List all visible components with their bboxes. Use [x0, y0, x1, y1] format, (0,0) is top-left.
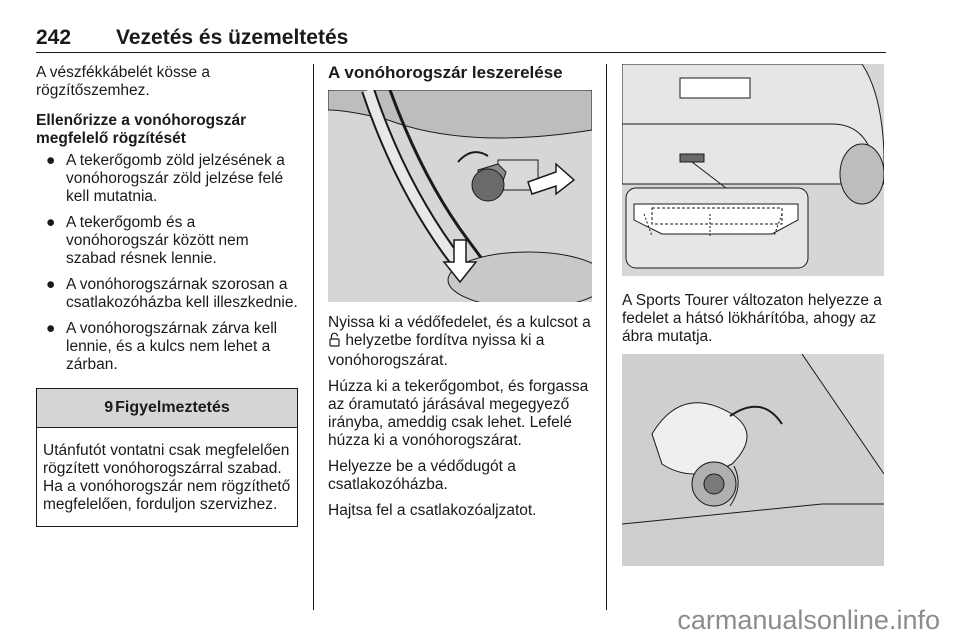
page-number: 242 [36, 26, 72, 49]
list-item: ● A vonóhorogszárnak szorosan a csatlakozóházba kell illeszkednie. [46, 276, 298, 311]
warning-header [37, 389, 297, 428]
subheading: Ellenőrizze a vonóhorogszár megfelelő rögzítését [36, 112, 247, 147]
list-item: ● A tekerőgomb zöld jelzésének a vonóhorogszár zöld jelzése felé kell mutatnia. [46, 152, 285, 205]
list-item: ● A tekerőgomb és a vonóhorogszár között nem szabad résnek lennie. [46, 214, 249, 267]
column-3 [622, 64, 886, 566]
unlock-icon [329, 332, 340, 352]
column-divider-1 [313, 64, 314, 610]
bullet-icon: ● [46, 320, 56, 337]
header-rule [36, 52, 886, 53]
watermark: carmanualsonline.info [677, 605, 940, 635]
column-divider-2 [606, 64, 607, 610]
bullet-icon: ● [46, 214, 56, 231]
section-title: A vonóhorogszár leszerelése [328, 63, 563, 82]
rear-bumper-illustration [622, 64, 884, 276]
caption: A Sports Tourer változaton helyezze a fedelet a hátsó lökhárítóba, ahogy az ábra mutatja. [622, 292, 882, 345]
step-1: Nyissa ki a védőfedelet, és a kulcsot a helyzetbe fordítva nyissa ki a vonóhorogszárat. [328, 314, 591, 369]
towbar-drawing [328, 90, 592, 302]
step-3: Helyezze be a védődugót a csatlakozóházba. [328, 458, 516, 493]
chapter-title: Vezetés és üzemeltetés [116, 26, 349, 49]
bullet-icon: ● [46, 152, 56, 169]
protective-cap-illustration [622, 354, 884, 566]
column-1 [36, 64, 300, 527]
step-4: Hajtsa fel a csatlakozóaljzatot. [328, 502, 537, 519]
list-item: ● A vonóhorogszárnak zárva kell lennie, és a kulcs nem lehet a zárban. [46, 320, 278, 373]
column-2 [328, 64, 594, 528]
check-list [36, 152, 300, 374]
intro-text: A vészfékkábelét kösse a rögzítőszemhez. [36, 64, 211, 99]
towbar-removal-illustration [328, 90, 592, 302]
warning-body: Utánfutót vontatni csak megfelelően rögzített vonóhorogszárral szabad. Ha a vonóhorogszár nem rögzíthető megfelelően, forduljon szervizhez. [43, 442, 291, 513]
bullet-icon: ● [46, 276, 56, 293]
warning-title: Figyelmeztetés [115, 399, 230, 416]
warning-icon: 9 [104, 399, 114, 416]
warning-box [36, 388, 298, 527]
bumper-drawing [622, 64, 884, 276]
cap-drawing [622, 354, 884, 566]
page-header [36, 26, 886, 54]
step-2: Húzza ki a tekerőgombot, és forgassa az óramutató járásával megegyező irányba, ameddig csak lehet. Lefelé húzza ki a vonóhorogszárat. [328, 378, 589, 449]
